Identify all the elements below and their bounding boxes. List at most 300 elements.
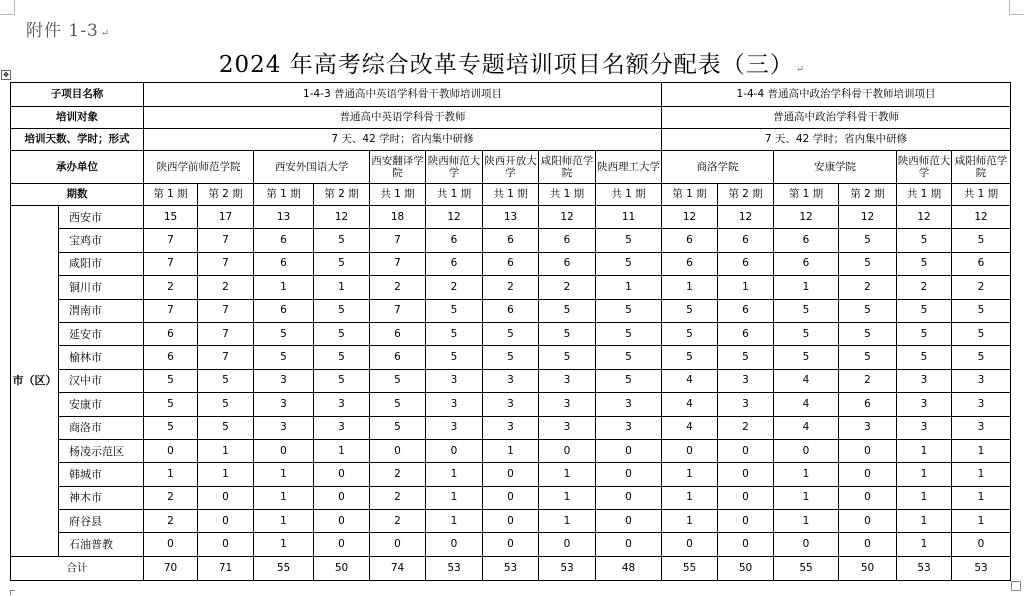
quota-cell: 0 (839, 510, 897, 533)
quota-cell: 1 (426, 510, 483, 533)
period-cell: 第 1 期 (144, 184, 198, 206)
quota-cell: 6 (370, 346, 426, 369)
city-name: 铜川市 (59, 276, 144, 299)
table-row (11, 299, 1011, 322)
quota-cell: 4 (774, 416, 839, 439)
unit-cell: 陕西学前师范学院 (144, 151, 254, 184)
total-label: 合计 (11, 556, 144, 580)
quota-cell: 5 (314, 346, 370, 369)
subproject-a: 1-4-3 普通高中英语学科骨干教师培训项目 (144, 83, 662, 107)
quota-cell: 4 (774, 393, 839, 416)
quota-cell: 5 (370, 369, 426, 392)
quota-cell: 1 (897, 463, 952, 486)
quota-cell: 5 (314, 229, 370, 252)
quota-cell: 6 (144, 346, 198, 369)
total-cell: 74 (370, 556, 426, 580)
quota-cell: 7 (370, 299, 426, 322)
quota-cell: 5 (952, 299, 1011, 322)
quota-cell: 4 (774, 369, 839, 392)
quota-cell: 6 (254, 299, 314, 322)
city-name: 西安市 (59, 206, 144, 229)
quota-cell: 5 (426, 322, 483, 345)
table-row (11, 276, 1011, 299)
quota-cell: 5 (774, 322, 839, 345)
quota-cell: 0 (839, 463, 897, 486)
quota-cell: 1 (662, 276, 718, 299)
quota-cell: 5 (596, 299, 662, 322)
quota-cell: 5 (314, 252, 370, 275)
quota-cell: 1 (662, 486, 718, 509)
quota-cell: 3 (596, 393, 662, 416)
quota-cell: 7 (198, 229, 254, 252)
quota-cell: 3 (839, 416, 897, 439)
city-name: 商洛市 (59, 416, 144, 439)
quota-cell: 0 (839, 533, 897, 556)
quota-cell: 3 (952, 369, 1011, 392)
quota-cell: 5 (483, 346, 539, 369)
quota-cell: 12 (426, 206, 483, 229)
quota-cell: 0 (314, 533, 370, 556)
quota-cell: 7 (144, 299, 198, 322)
units-label: 承办单位 (11, 151, 144, 184)
quota-cell: 0 (718, 533, 774, 556)
quota-cell: 7 (144, 252, 198, 275)
quota-cell: 3 (314, 393, 370, 416)
quota-cell: 5 (596, 229, 662, 252)
quota-cell: 0 (952, 533, 1011, 556)
quota-cell: 5 (198, 416, 254, 439)
quota-cell: 5 (314, 369, 370, 392)
quota-cell: 5 (483, 322, 539, 345)
quota-cell: 5 (839, 322, 897, 345)
quota-cell: 0 (426, 439, 483, 462)
quota-cell: 0 (483, 486, 539, 509)
quota-cell: 3 (596, 416, 662, 439)
quota-cell: 1 (897, 486, 952, 509)
quota-cell: 2 (897, 276, 952, 299)
period-row (11, 184, 1011, 206)
quota-cell: 1 (539, 510, 596, 533)
quota-cell: 0 (596, 486, 662, 509)
days-b: 7 天、42 学时；省内集中研修 (662, 129, 1011, 151)
quota-cell: 12 (839, 206, 897, 229)
quota-cell: 7 (370, 229, 426, 252)
quota-cell: 6 (539, 229, 596, 252)
quota-cell: 0 (662, 533, 718, 556)
unit-cell: 咸阳师范学院 (952, 151, 1011, 184)
table-row (11, 393, 1011, 416)
quota-cell: 3 (718, 393, 774, 416)
quota-cell: 0 (774, 533, 839, 556)
subproject-b: 1-4-4 普通高中政治学科骨干教师培训项目 (662, 83, 1011, 107)
quota-cell: 17 (198, 206, 254, 229)
quota-cell: 6 (426, 229, 483, 252)
quota-cell: 2 (198, 276, 254, 299)
quota-cell: 1 (144, 463, 198, 486)
quota-cell: 6 (539, 252, 596, 275)
period-cell: 共 1 期 (426, 184, 483, 206)
table-row (11, 229, 1011, 252)
quota-cell: 5 (897, 229, 952, 252)
quota-cell: 0 (539, 439, 596, 462)
period-cell: 第 2 期 (314, 184, 370, 206)
total-cell: 55 (254, 556, 314, 580)
quota-cell: 5 (596, 252, 662, 275)
unit-cell: 安康学院 (774, 151, 897, 184)
quota-cell: 3 (897, 416, 952, 439)
quota-cell: 5 (952, 346, 1011, 369)
quota-cell: 5 (314, 322, 370, 345)
quota-cell: 1 (774, 486, 839, 509)
quota-cell: 1 (952, 486, 1011, 509)
quota-cell: 1 (952, 510, 1011, 533)
quota-cell: 5 (839, 346, 897, 369)
quota-cell: 5 (426, 299, 483, 322)
quota-cell: 1 (596, 276, 662, 299)
quota-cell: 3 (539, 369, 596, 392)
quota-cell: 0 (718, 486, 774, 509)
quota-cell: 4 (662, 393, 718, 416)
quota-cell: 1 (897, 439, 952, 462)
quota-cell: 0 (483, 463, 539, 486)
quota-cell: 5 (774, 299, 839, 322)
page-corner-mark (10, 590, 15, 595)
quota-cell: 6 (370, 322, 426, 345)
city-name: 神木市 (59, 486, 144, 509)
quota-cell: 4 (662, 416, 718, 439)
quota-cell: 1 (774, 510, 839, 533)
total-cell: 53 (897, 556, 952, 580)
quota-cell: 0 (370, 533, 426, 556)
period-cell: 共 1 期 (539, 184, 596, 206)
quota-cell: 5 (144, 393, 198, 416)
quota-cell: 0 (718, 510, 774, 533)
quota-cell: 5 (426, 346, 483, 369)
quota-cell: 1 (952, 463, 1011, 486)
quota-cell: 3 (254, 369, 314, 392)
city-name: 延安市 (59, 322, 144, 345)
quota-cell: 5 (596, 369, 662, 392)
quota-cell: 5 (774, 346, 839, 369)
city-name: 宝鸡市 (59, 229, 144, 252)
quota-cell: 5 (897, 346, 952, 369)
quota-cell: 3 (314, 416, 370, 439)
quota-cell: 0 (198, 510, 254, 533)
unit-cell: 陕西师范大学 (426, 151, 483, 184)
quota-cell: 5 (198, 369, 254, 392)
table-row (11, 369, 1011, 392)
quota-cell: 1 (198, 463, 254, 486)
quota-cell: 3 (426, 416, 483, 439)
subproject-label: 子项目名称 (11, 83, 144, 107)
period-cell: 第 2 期 (839, 184, 897, 206)
quota-cell: 6 (952, 252, 1011, 275)
quota-cell: 5 (718, 346, 774, 369)
quota-cell: 2 (839, 276, 897, 299)
target-b: 普通高中政治学科骨干教师 (662, 107, 1011, 129)
quota-cell: 0 (718, 463, 774, 486)
quota-cell: 3 (539, 416, 596, 439)
quota-cell: 5 (662, 346, 718, 369)
period-cell: 共 1 期 (952, 184, 1011, 206)
quota-cell: 6 (718, 322, 774, 345)
quota-cell: 3 (897, 369, 952, 392)
quota-cell: 5 (539, 322, 596, 345)
period-cell: 第 2 期 (198, 184, 254, 206)
unit-cell: 陕西开放大学 (483, 151, 539, 184)
quota-cell: 1 (254, 463, 314, 486)
quota-cell: 0 (774, 439, 839, 462)
quota-cell: 0 (483, 533, 539, 556)
period-cell: 共 1 期 (897, 184, 952, 206)
quota-cell: 0 (839, 439, 897, 462)
quota-cell: 0 (314, 510, 370, 533)
quota-cell: 0 (596, 510, 662, 533)
quota-cell: 6 (254, 252, 314, 275)
total-cell: 48 (596, 556, 662, 580)
quota-cell: 0 (144, 533, 198, 556)
quota-cell: 0 (198, 486, 254, 509)
quota-cell: 3 (254, 393, 314, 416)
quota-cell: 3 (539, 393, 596, 416)
quota-cell: 2 (370, 510, 426, 533)
quota-cell: 0 (483, 510, 539, 533)
quota-cell: 0 (426, 533, 483, 556)
quota-cell: 5 (198, 393, 254, 416)
quota-cell: 5 (897, 322, 952, 345)
quota-cell: 3 (483, 393, 539, 416)
quota-cell: 3 (897, 393, 952, 416)
quota-cell: 1 (254, 486, 314, 509)
quota-cell: 0 (596, 463, 662, 486)
quota-cell: 4 (662, 369, 718, 392)
quota-cell: 13 (254, 206, 314, 229)
total-cell: 55 (662, 556, 718, 580)
quota-cell: 3 (426, 369, 483, 392)
quota-cell: 1 (897, 510, 952, 533)
total-cell: 53 (952, 556, 1011, 580)
total-cell: 71 (198, 556, 254, 580)
quota-cell: 1 (426, 463, 483, 486)
quota-cell: 5 (839, 229, 897, 252)
quota-cell: 5 (370, 393, 426, 416)
table-row (11, 206, 1011, 229)
unit-cell: 西安翻译学院 (370, 151, 426, 184)
quota-cell: 5 (662, 299, 718, 322)
quota-cell: 6 (774, 229, 839, 252)
document-title: 2024 年高考综合改革专题培训项目名额分配表（三） ↵ (218, 52, 806, 78)
quota-cell: 1 (314, 276, 370, 299)
quota-cell: 5 (897, 299, 952, 322)
quota-cell: 6 (483, 229, 539, 252)
quota-cell: 1 (539, 463, 596, 486)
quota-cell: 5 (897, 252, 952, 275)
quota-cell: 1 (426, 486, 483, 509)
total-cell: 55 (774, 556, 839, 580)
quota-cell: 2 (370, 463, 426, 486)
table-row (11, 439, 1011, 462)
quota-cell: 2 (839, 369, 897, 392)
quota-cell: 12 (774, 206, 839, 229)
unit-cell: 陕西理工大学 (596, 151, 662, 184)
city-name: 榆林市 (59, 346, 144, 369)
page-corner-mark (1009, 0, 1024, 15)
quota-cell: 7 (198, 252, 254, 275)
region-label: 市（区） (11, 206, 59, 557)
total-cell: 53 (483, 556, 539, 580)
table-row (11, 322, 1011, 345)
target-label: 培训对象 (11, 107, 144, 129)
city-name: 韩城市 (59, 463, 144, 486)
quota-cell: 0 (198, 533, 254, 556)
quota-cell: 3 (718, 369, 774, 392)
quota-cell: 3 (254, 416, 314, 439)
quota-cell: 11 (596, 206, 662, 229)
city-name: 安康市 (59, 393, 144, 416)
total-cell: 50 (718, 556, 774, 580)
quota-cell: 6 (483, 252, 539, 275)
quota-cell: 6 (718, 252, 774, 275)
quota-cell: 0 (144, 439, 198, 462)
quota-cell: 1 (774, 276, 839, 299)
quota-cell: 6 (718, 229, 774, 252)
quota-cell: 1 (952, 439, 1011, 462)
subproject-row (11, 83, 1011, 107)
quota-cell: 1 (254, 276, 314, 299)
period-cell: 第 2 期 (718, 184, 774, 206)
period-cell: 共 1 期 (483, 184, 539, 206)
city-name: 汉中市 (59, 369, 144, 392)
unit-cell: 咸阳师范学院 (539, 151, 596, 184)
days-row (11, 129, 1011, 151)
quota-cell: 6 (254, 229, 314, 252)
quota-cell: 0 (596, 533, 662, 556)
quota-cell: 0 (254, 439, 314, 462)
quota-cell: 2 (718, 416, 774, 439)
target-row (11, 107, 1011, 129)
quota-cell: 5 (839, 252, 897, 275)
quota-cell: 5 (144, 416, 198, 439)
quota-cell: 7 (144, 229, 198, 252)
quota-cell: 5 (254, 322, 314, 345)
period-cell: 第 1 期 (774, 184, 839, 206)
attachment-label: 附件 1-3 ↵ (26, 21, 111, 41)
quota-cell: 6 (718, 299, 774, 322)
table-row (11, 252, 1011, 275)
quota-cell: 3 (952, 416, 1011, 439)
quota-cell: 12 (952, 206, 1011, 229)
period-cell: 共 1 期 (596, 184, 662, 206)
quota-cell: 5 (314, 299, 370, 322)
quota-cell: 2 (952, 276, 1011, 299)
unit-cell: 商洛学院 (662, 151, 774, 184)
total-cell: 70 (144, 556, 198, 580)
quota-cell: 12 (897, 206, 952, 229)
quota-cell: 0 (839, 486, 897, 509)
quota-cell: 0 (314, 486, 370, 509)
quota-cell: 1 (662, 463, 718, 486)
quota-cell: 2 (539, 276, 596, 299)
quota-cell: 6 (144, 322, 198, 345)
quota-cell: 6 (662, 229, 718, 252)
quota-cell: 1 (662, 510, 718, 533)
quota-cell: 0 (370, 439, 426, 462)
quota-cell: 0 (314, 463, 370, 486)
quota-cell: 12 (718, 206, 774, 229)
quota-cell: 5 (539, 299, 596, 322)
quota-cell: 0 (662, 439, 718, 462)
quota-cell: 5 (952, 322, 1011, 345)
quota-cell: 0 (718, 439, 774, 462)
page-corner-mark (0, 0, 15, 15)
table-row (11, 416, 1011, 439)
quota-cell: 5 (952, 229, 1011, 252)
quota-cell: 5 (596, 346, 662, 369)
quota-cell: 5 (144, 369, 198, 392)
quota-cell: 2 (144, 276, 198, 299)
quota-cell: 5 (662, 322, 718, 345)
quota-cell: 5 (839, 299, 897, 322)
table-row (11, 346, 1011, 369)
quota-cell: 1 (483, 439, 539, 462)
quota-cell: 0 (596, 439, 662, 462)
table-move-handle-icon[interactable]: ✥ (1, 70, 11, 80)
period-label: 期数 (11, 184, 144, 206)
quota-cell: 6 (662, 252, 718, 275)
city-name: 府谷县 (59, 510, 144, 533)
quota-cell: 7 (198, 299, 254, 322)
unit-cell: 西安外国语大学 (254, 151, 370, 184)
table-row (11, 510, 1011, 533)
units-row (11, 151, 1011, 184)
unit-cell: 陕西师范大学 (897, 151, 952, 184)
quota-cell: 5 (596, 322, 662, 345)
quota-cell: 1 (897, 533, 952, 556)
quota-cell: 5 (370, 416, 426, 439)
quota-cell: 3 (426, 393, 483, 416)
table-row (11, 486, 1011, 509)
table-row (11, 463, 1011, 486)
period-cell: 第 1 期 (254, 184, 314, 206)
quota-cell: 6 (426, 252, 483, 275)
quota-cell: 1 (254, 533, 314, 556)
total-row (11, 556, 1011, 580)
total-cell: 50 (839, 556, 897, 580)
city-name: 咸阳市 (59, 252, 144, 275)
quota-cell: 1 (254, 510, 314, 533)
period-cell: 第 1 期 (662, 184, 718, 206)
quota-cell: 3 (952, 393, 1011, 416)
city-name: 杨凌示范区 (59, 439, 144, 462)
target-a: 普通高中英语学科骨干教师 (144, 107, 662, 129)
quota-cell: 12 (539, 206, 596, 229)
quota-cell: 6 (483, 299, 539, 322)
quota-cell: 1 (539, 486, 596, 509)
quota-cell: 3 (483, 416, 539, 439)
quota-cell: 6 (774, 252, 839, 275)
quota-cell: 6 (839, 393, 897, 416)
table-resize-handle[interactable] (1011, 581, 1021, 591)
city-name: 渭南市 (59, 299, 144, 322)
quota-cell: 3 (483, 369, 539, 392)
quota-cell: 13 (483, 206, 539, 229)
quota-cell: 5 (254, 346, 314, 369)
total-cell: 50 (314, 556, 370, 580)
table-row (11, 533, 1011, 556)
quota-cell: 12 (662, 206, 718, 229)
quota-cell: 1 (774, 463, 839, 486)
quota-cell: 2 (426, 276, 483, 299)
